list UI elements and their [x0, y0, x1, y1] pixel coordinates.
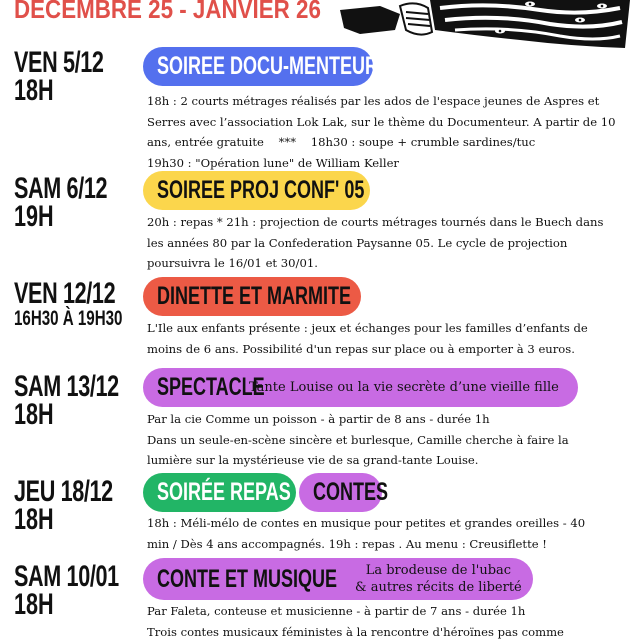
- event-title: CONTE ET MUSIQUE: [157, 565, 295, 594]
- event-description: [147, 513, 637, 554]
- event-date: [14, 49, 104, 105]
- header-title: DECEMBRE 25 - JANVIER 26: [14, 0, 321, 25]
- description-line: 19h30 : "Opération lune" de William Keller: [147, 153, 637, 174]
- description-line: 18h : 2 courts métrages réalisés par les ados de l'espace jeunes de Aspres et: [147, 91, 637, 112]
- event-date: [14, 280, 122, 330]
- event-title-pill: [143, 473, 296, 512]
- event-title: SPECTACLE: [157, 373, 222, 402]
- event-date: [14, 175, 107, 231]
- event-time: 18H: [14, 506, 113, 534]
- description-line: 20h : repas * 21h : projection de courts métrages tournés dans le Buech dans: [147, 212, 637, 233]
- event-date: [14, 563, 119, 619]
- event-description: [147, 91, 637, 173]
- event-title: CONTES: [313, 478, 388, 507]
- event-description: [147, 409, 637, 471]
- event-title: DINETTE ET MARMITE: [157, 282, 351, 311]
- event-time: 19H: [14, 203, 107, 231]
- description-line: Dans un seule-en-scène sincère et burlesque, Camille cherche à faire la: [147, 430, 637, 451]
- event-time: 16H30 À 19H30: [14, 308, 122, 330]
- description-line: Trois contes musicaux féministes à la rencontre d'héroïnes pas comme: [147, 622, 637, 642]
- event-title-pill: [143, 368, 578, 407]
- subtitle-line: & autres récits de liberté: [355, 579, 522, 596]
- description-line: ans, entrée gratuite *** 18h30 : soupe + crumble sardines/tuc: [147, 132, 637, 153]
- event-description: [147, 212, 637, 274]
- event-time: 18H: [14, 591, 119, 619]
- description-line: lumière sur la mystérieuse vie de sa grand-tante Louise.: [147, 450, 637, 471]
- event-title-pill: [143, 277, 361, 316]
- scarf-illustration-icon: [340, 0, 630, 52]
- subtitle-line: La brodeuse de l'ubac: [355, 562, 522, 579]
- event-day: VEN 12/12: [14, 280, 122, 308]
- event-title-pill: [143, 558, 533, 600]
- event-title: SOIRÉE REPAS: [157, 478, 291, 507]
- event-day: SAM 10/01: [14, 563, 119, 591]
- description-line: moins de 6 ans. Possibilité d'un repas sur place ou à emporter à 3 euros.: [147, 339, 637, 360]
- event-title: SOIREE DOCU-MENTEUR: [157, 52, 378, 81]
- description-line: Par la cie Comme un poisson - à partir de 8 ans - durée 1h: [147, 409, 637, 430]
- event-date: [14, 478, 113, 534]
- event-title-pill: [143, 47, 373, 86]
- event-day: VEN 5/12: [14, 49, 104, 77]
- event-time: 18H: [14, 77, 104, 105]
- description-line: 18h : Méli-mélo de contes en musique pour petites et grandes oreilles - 40: [147, 513, 637, 534]
- event-title: SOIREE PROJ CONF' 05: [157, 176, 364, 205]
- event-day: SAM 6/12: [14, 175, 107, 203]
- event-date: [14, 373, 119, 429]
- description-line: L'Ile aux enfants présente : jeux et échanges pour les familles d’enfants de: [147, 318, 637, 339]
- event-time: 18H: [14, 401, 119, 429]
- event-subtitle: [355, 562, 522, 596]
- event-description: [147, 601, 637, 642]
- description-line: min / Dès 4 ans accompagnés. 19h : repas . Au menu : Creusiflette !: [147, 534, 637, 555]
- event-day: SAM 13/12: [14, 373, 119, 401]
- event-day: JEU 18/12: [14, 478, 113, 506]
- event-title-pill: [143, 171, 370, 210]
- event-description: [147, 318, 637, 359]
- description-line: Serres avec l’association Lok Lak, sur le thème du Documenteur. A partir de 10: [147, 112, 637, 133]
- event-subtitle: Tante Louise ou la vie secrète d’une vieille fille: [249, 379, 559, 396]
- description-line: Par Faleta, conteuse et musicienne - à partir de 7 ans - durée 1h: [147, 601, 637, 622]
- description-line: poursuivra le 16/01 et 30/01.: [147, 253, 637, 274]
- event-title-pill: [299, 473, 382, 512]
- description-line: les années 80 par la Confederation Paysanne 05. Le cycle de projection: [147, 233, 637, 254]
